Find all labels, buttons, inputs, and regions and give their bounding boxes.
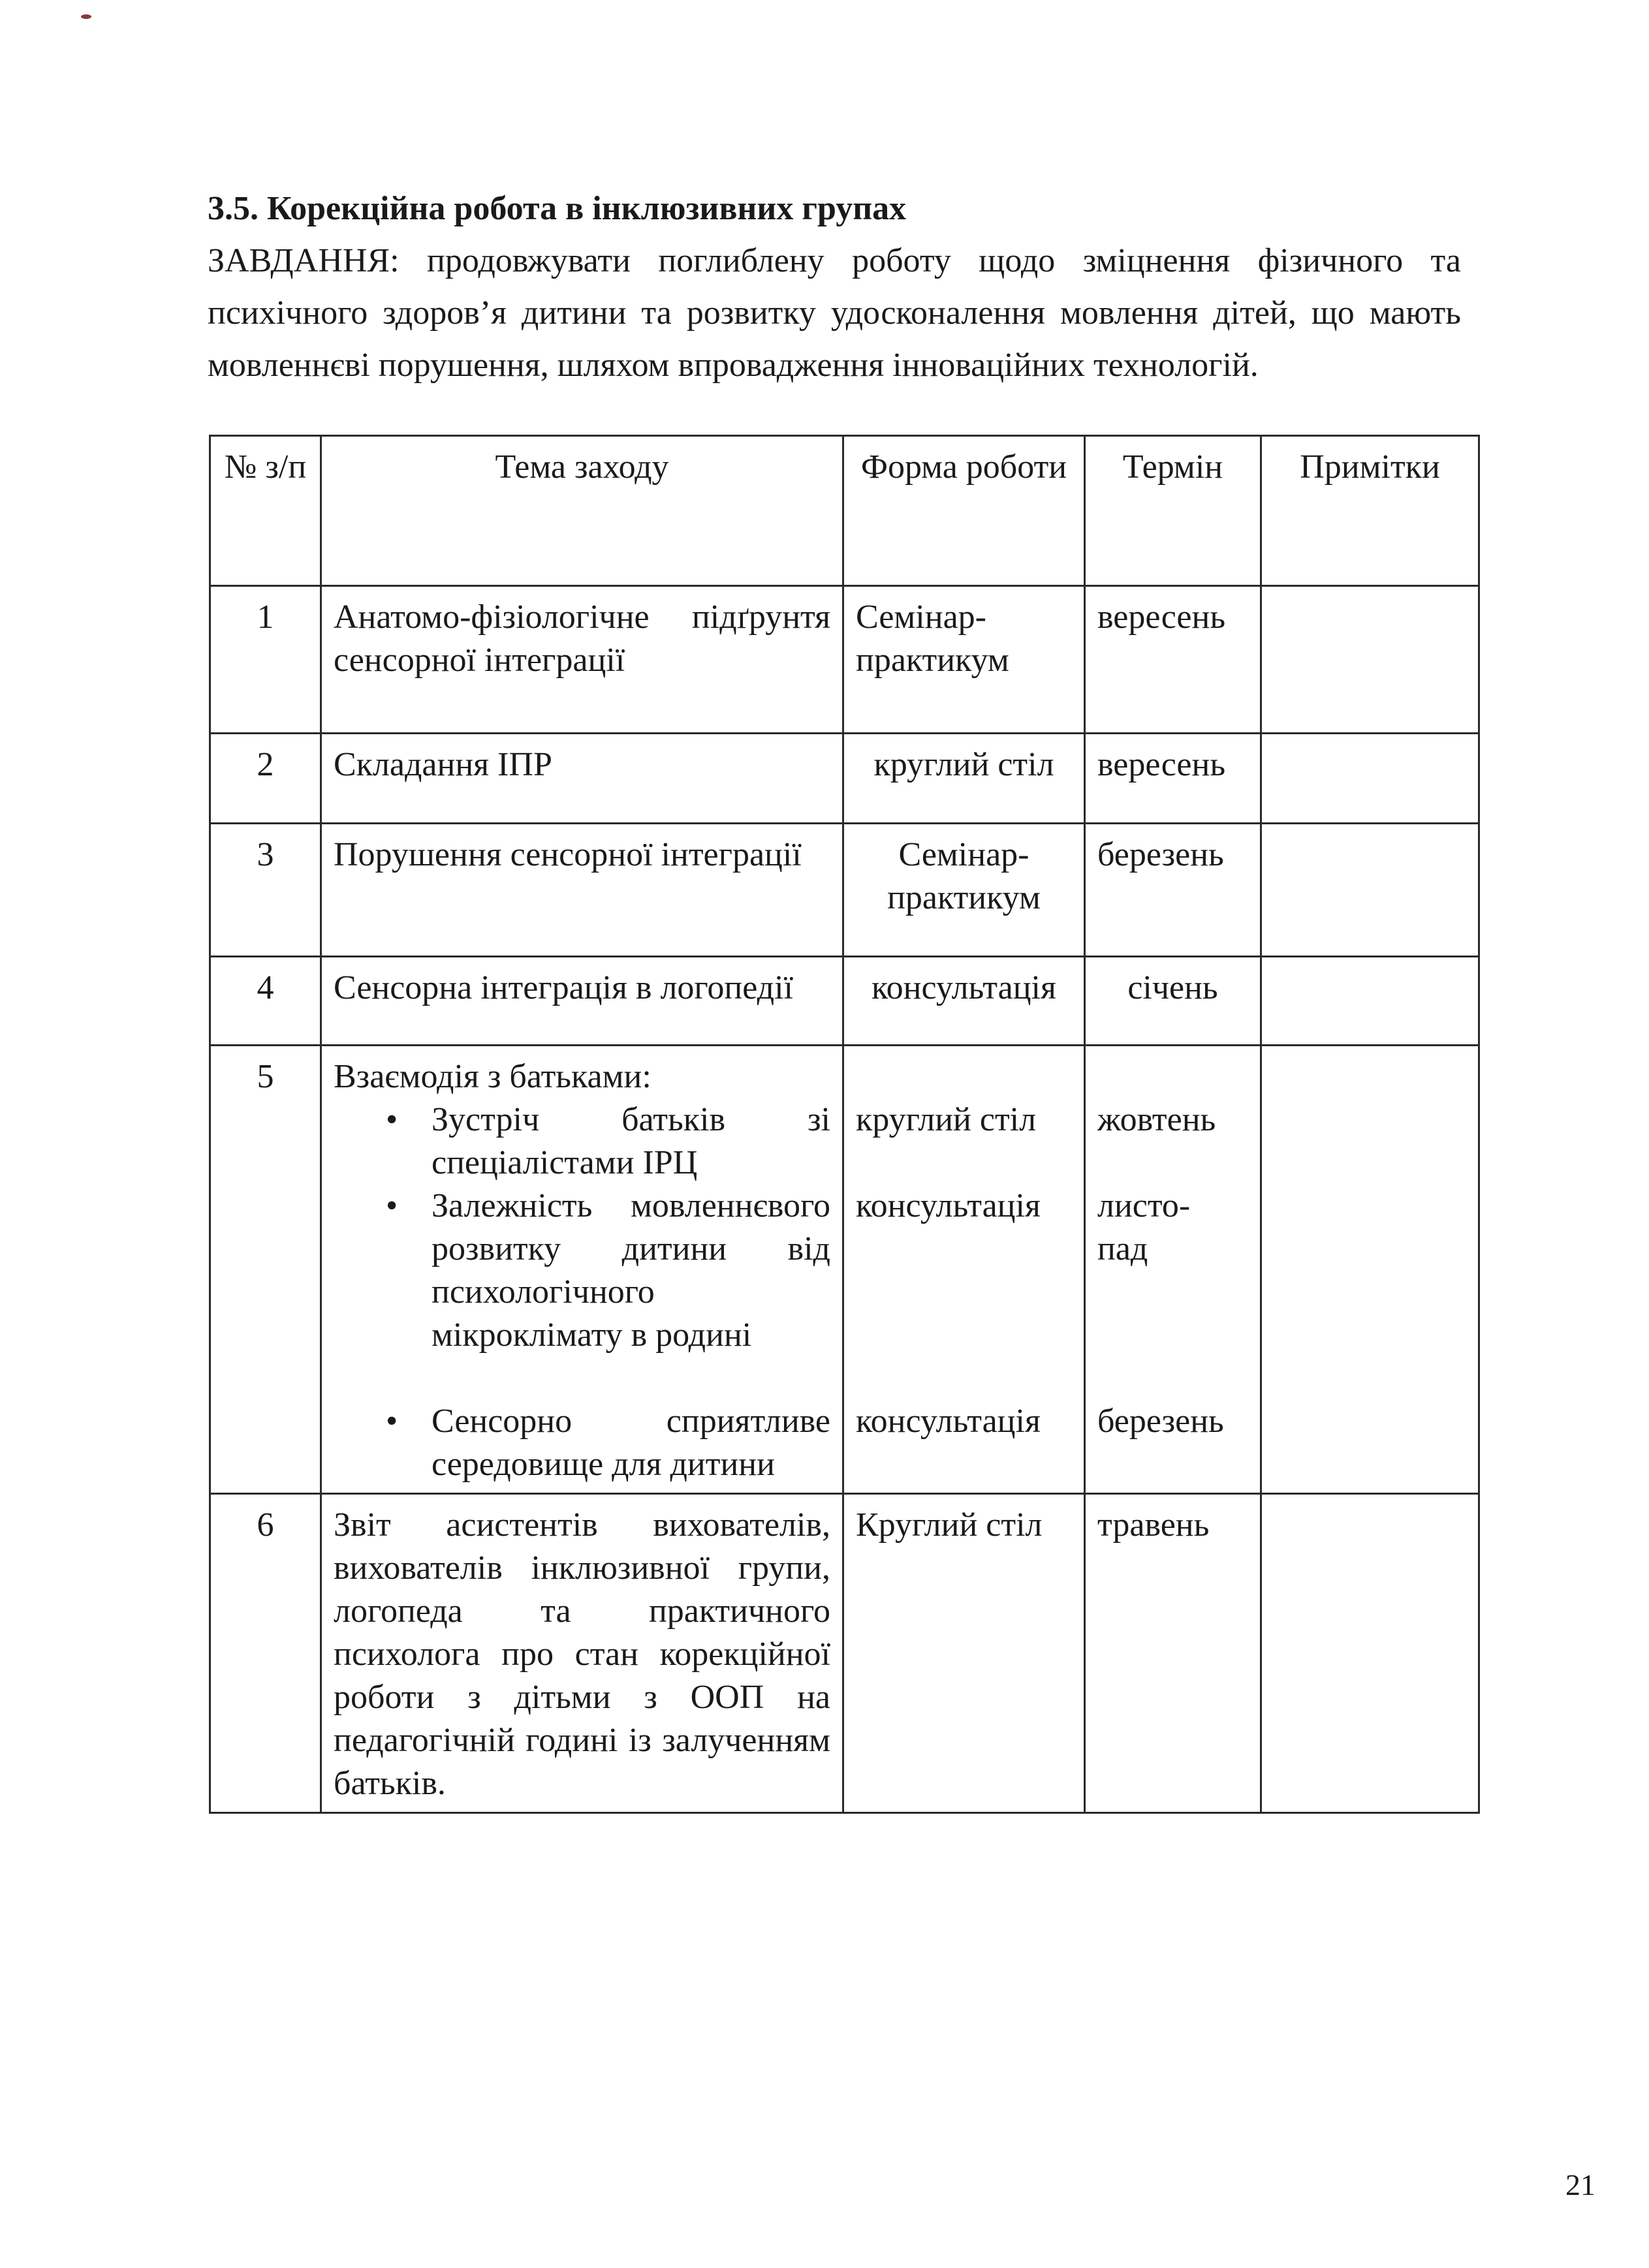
list-item: • Зустріч батьків зі спеціалістами ІРЦ [432, 1098, 830, 1185]
item-term: березень [1097, 1403, 1224, 1440]
row-num: 4 [210, 957, 321, 1046]
row-topic [321, 1046, 843, 1494]
item-term: листо-пад [1097, 1187, 1191, 1267]
header-term: Термін [1085, 436, 1261, 586]
row-topic: Анатомо-фізіологічне підґрунтя сенсорної інтеграції [321, 586, 843, 734]
list-item: • Залежність мовленнєвого розвитку дитини від психологічного мікроклімату в родині [432, 1185, 830, 1400]
header-form: Форма роботи [843, 436, 1085, 586]
row-topic: Сенсорна інтеграція в логопедії [321, 957, 843, 1046]
page-number: 21 [1565, 2168, 1595, 2201]
table-row [210, 1494, 1479, 1813]
item-form: консультація [856, 1403, 1041, 1440]
header-num: № з/п [210, 436, 321, 586]
table-row [210, 824, 1479, 957]
row-num: 6 [210, 1494, 321, 1813]
row-form: Семінар-практикум [843, 824, 1085, 957]
row-term: березень [1085, 824, 1261, 957]
table-row [210, 957, 1479, 1046]
item-term: жовтень [1097, 1101, 1216, 1138]
row-form: круглий стіл [843, 734, 1085, 824]
row-notes [1261, 1046, 1479, 1494]
row-form: Семінар-практикум [843, 586, 1085, 734]
row-num: 5 [210, 1046, 321, 1494]
row-term: вересень [1085, 734, 1261, 824]
row-notes [1261, 1494, 1479, 1813]
row-notes [1261, 957, 1479, 1046]
header-notes: Примітки [1261, 436, 1479, 586]
row-notes [1261, 586, 1479, 734]
row-form: консультація [843, 957, 1085, 1046]
row-form: Круглий стіл [843, 1494, 1085, 1813]
row-topic-intro: Взаємодія з батьками: [334, 1058, 652, 1095]
table-row [210, 1046, 1479, 1494]
section-task: ЗАВДАННЯ: продовжувати поглиблену роботу щодо зміцнення фізичного та психічного здоров’я дитини та розвитку удосконалення мовлення дітей, що мають мовленнєві порушення, шляхом впровадження інноваційних технологій. [208, 242, 1461, 384]
item-form: круглий стіл [856, 1101, 1037, 1138]
row-term: травень [1085, 1494, 1261, 1813]
row-topic: Звіт асистентів вихователів, вихователів інклюзивної групи, логопеда та практичного психолога про стан корекційної роботи з дітьми з ООП на педагогічній годині із залученням батьків. [321, 1494, 843, 1813]
ink-speck [81, 14, 91, 19]
table-row [210, 586, 1479, 734]
row-term: січень [1085, 957, 1261, 1046]
list-item: • Сенсорно сприятливе середовище для дитини [432, 1400, 830, 1486]
row-notes [1261, 824, 1479, 957]
row-topic: Порушення сенсорної інтеграції [321, 824, 843, 957]
row-term [1085, 1046, 1261, 1494]
header-topic: Тема заходу [321, 436, 843, 586]
row-num: 3 [210, 824, 321, 957]
section-heading: 3.5. Корекційна робота в інклюзивних групах [208, 190, 907, 227]
row-notes [1261, 734, 1479, 824]
row-form [843, 1046, 1085, 1494]
row-num: 2 [210, 734, 321, 824]
row-topic: Складання ІПР [321, 734, 843, 824]
table-header-row [210, 436, 1479, 586]
table-row [210, 734, 1479, 824]
bullet-list [334, 1098, 830, 1486]
row-term: вересень [1085, 586, 1261, 734]
events-table [209, 435, 1480, 1814]
row-num: 1 [210, 586, 321, 734]
item-form: консультація [856, 1187, 1041, 1224]
